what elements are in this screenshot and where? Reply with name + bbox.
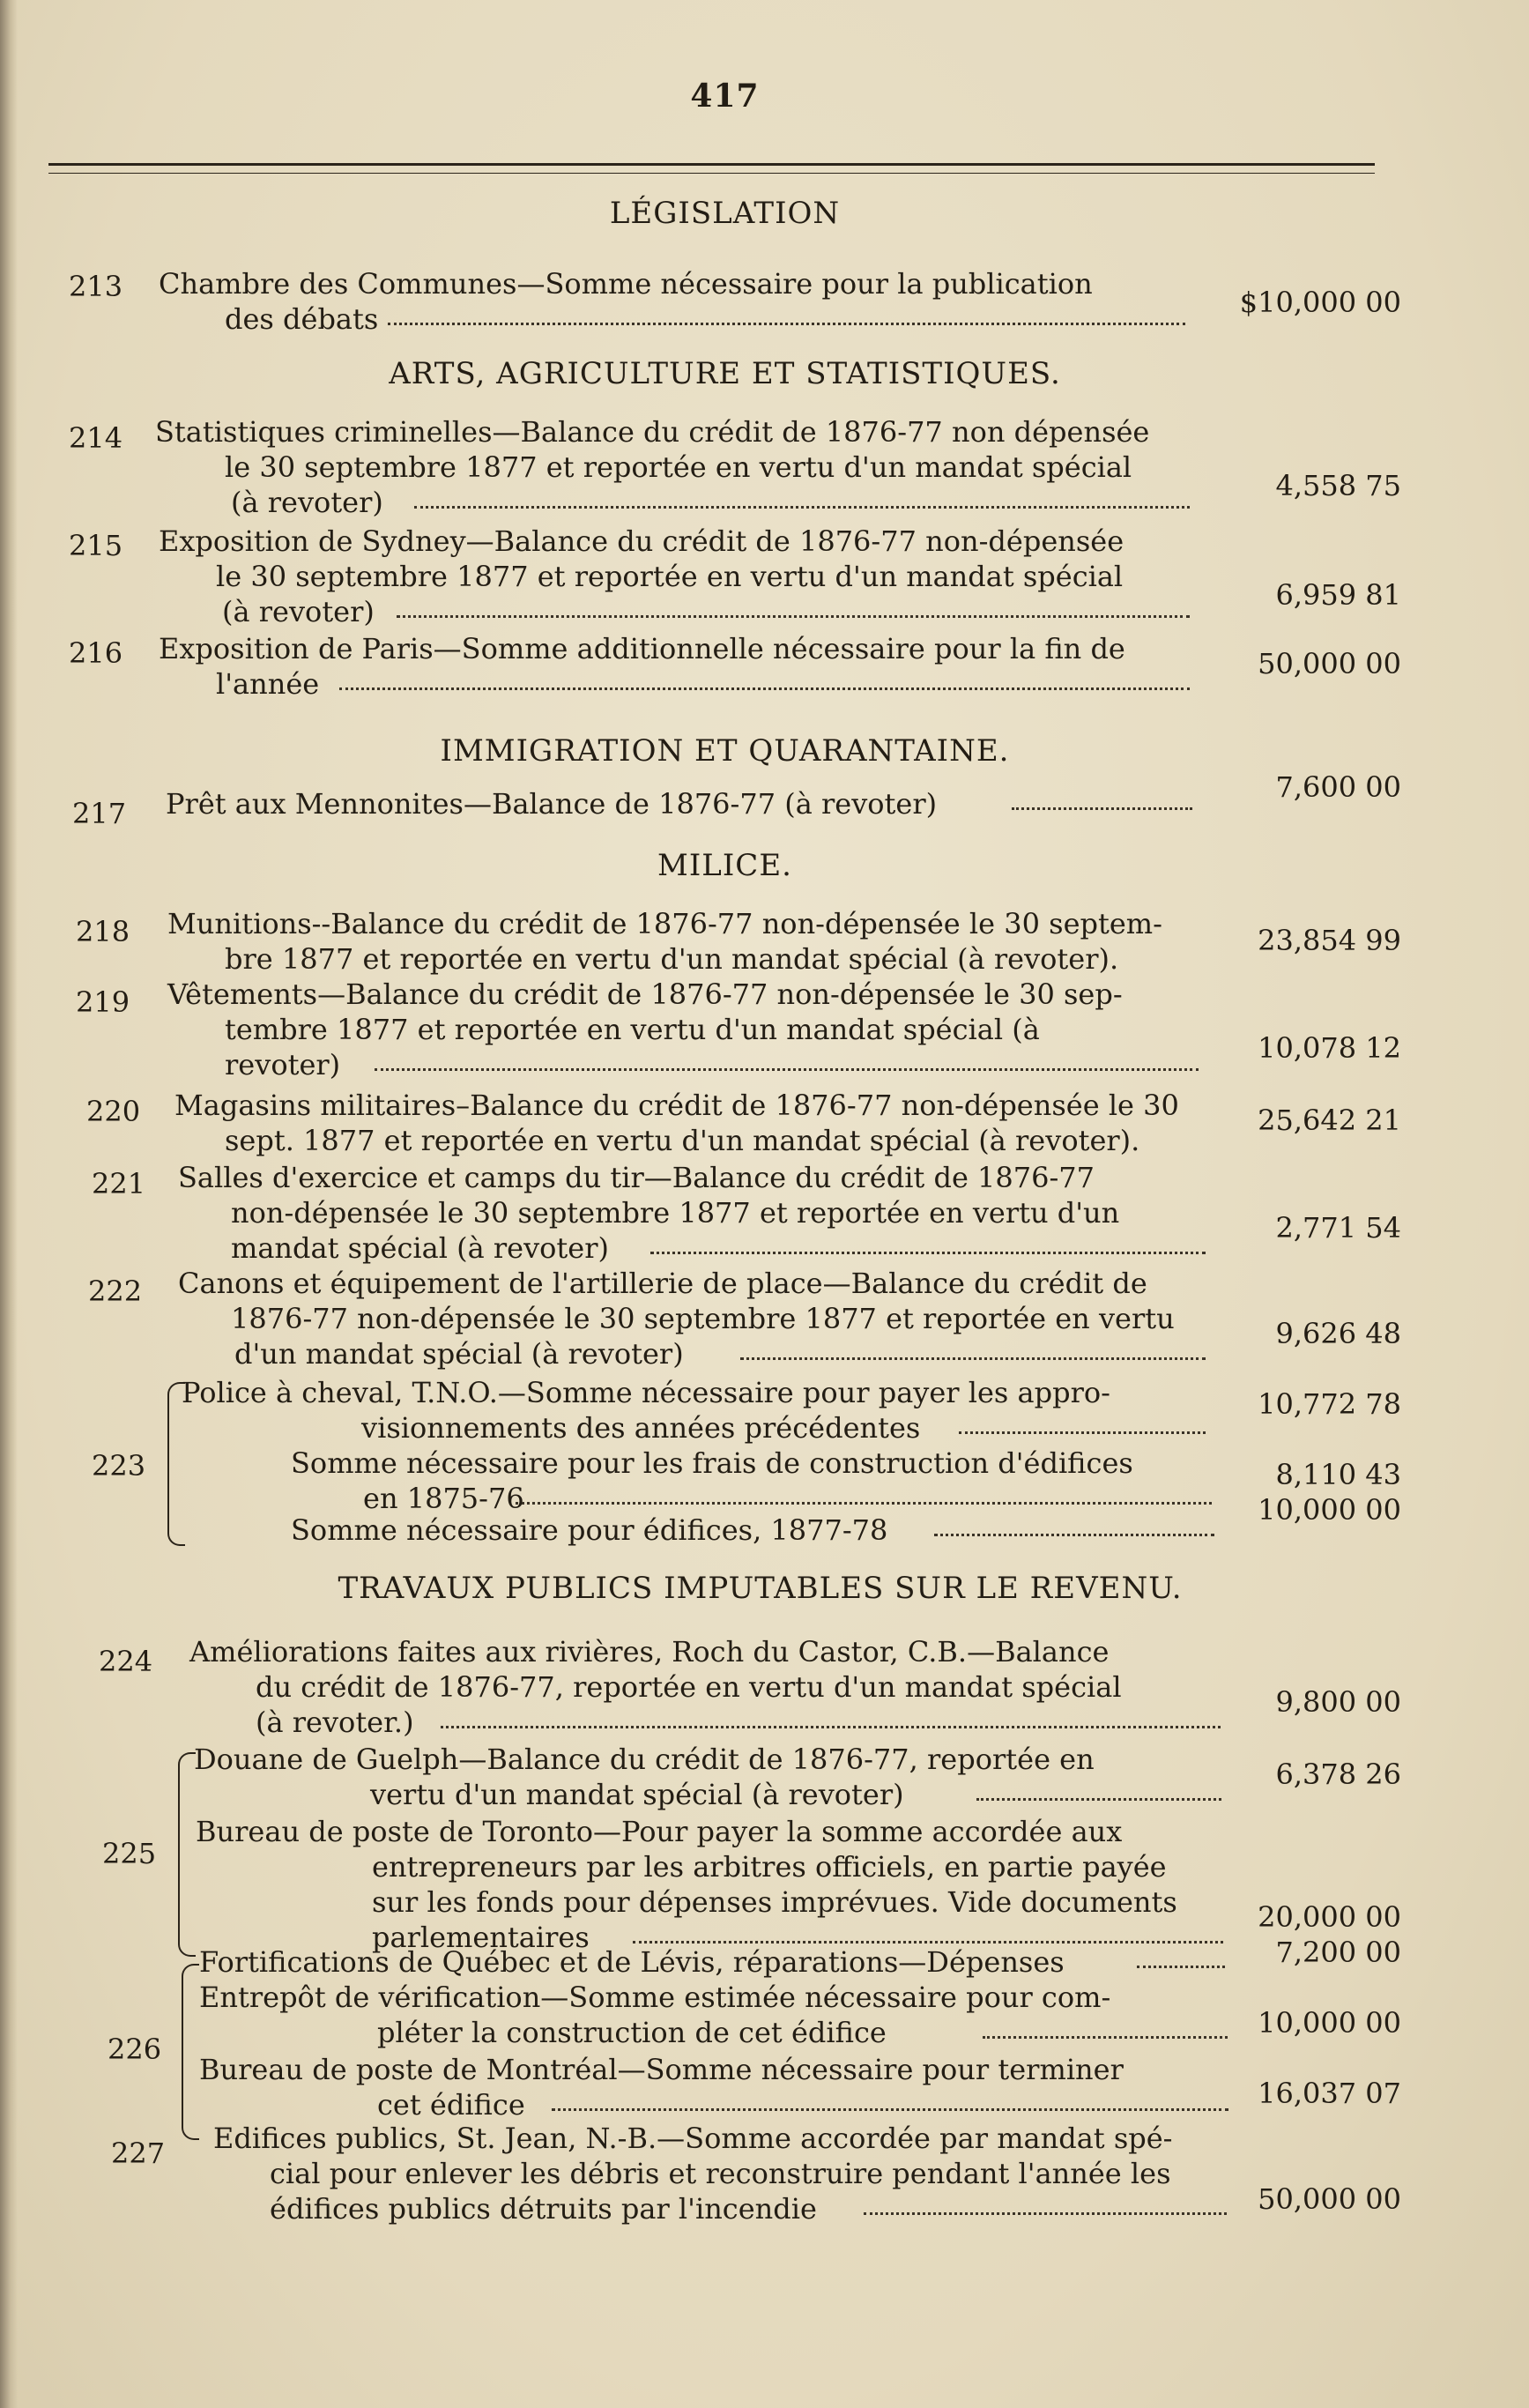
item-text-line: Edifices publics, St. Jean, N.-B.—Somme accordée par mandat spé- <box>213 2122 1173 2155</box>
item-text-line: Somme nécessaire pour les frais de construction d'édifices <box>291 1446 1133 1480</box>
section-heading-arts: ARTS, AGRICULTURE ET STATISTIQUES. <box>389 356 1061 391</box>
item-text-line: Magasins militaires–Balance du crédit de 1876-77 non-dépensée le 30 <box>174 1089 1179 1122</box>
leader-dots <box>375 1068 1199 1071</box>
item-amount: 7,200 00 <box>1275 1936 1401 1969</box>
item-amount: 16,037 07 <box>1258 2077 1401 2110</box>
item-text-line: Munitions--Balance du crédit de 1876-77 non-dépensée le 30 septem- <box>167 907 1162 940</box>
grouping-brace <box>178 1752 196 1957</box>
item-number: 216 <box>69 636 123 670</box>
item-text-line: visionnements des années précédentes <box>361 1411 921 1445</box>
page-number: 417 <box>690 78 760 115</box>
section-heading-immigration: IMMIGRATION ET QUARANTAINE. <box>440 733 1010 769</box>
item-text-line: des débats <box>225 302 379 336</box>
item-amount: 10,772 78 <box>1258 1387 1401 1421</box>
item-amount: 23,854 99 <box>1258 924 1401 957</box>
item-number: 222 <box>88 1275 143 1308</box>
item-number: 219 <box>76 985 130 1019</box>
item-text-line: revoter) <box>225 1048 341 1081</box>
section-heading-legislation: LÉGISLATION <box>609 196 841 231</box>
item-text-line: le 30 septembre 1877 et reportée en vertu d'un mandat spécial <box>225 450 1132 484</box>
item-number: 215 <box>69 529 123 562</box>
item-text-line: sur les fonds pour dépenses imprévues. Vide documents <box>372 1885 1177 1919</box>
leader-dots <box>740 1357 1206 1360</box>
item-amount: 8,110 43 <box>1275 1458 1401 1491</box>
item-text-line: pléter la construction de cet édifice <box>377 2016 887 2049</box>
item-text-line: bre 1877 et reportée en vertu d'un mandat spécial (à revoter). <box>225 942 1119 976</box>
item-amount: 10,000 00 <box>1258 1493 1401 1527</box>
leader-dots <box>397 615 1190 618</box>
section-heading-milice: MILICE. <box>657 848 792 883</box>
item-text-line: Améliorations faites aux rivières, Roch du Castor, C.B.—Balance <box>189 1635 1110 1669</box>
leader-dots <box>1137 1966 1225 1968</box>
item-amount: 6,378 26 <box>1275 1758 1401 1791</box>
item-text-line: Bureau de poste de Toronto—Pour payer la somme accordée aux <box>196 1815 1123 1848</box>
header-rule-thin <box>48 173 1375 174</box>
item-text-line: Exposition de Sydney—Balance du crédit de 1876-77 non-dépensée <box>159 524 1124 558</box>
item-text-line: parlementaires <box>372 1921 590 1954</box>
item-number: 218 <box>76 915 130 948</box>
item-text-line: (à revoter) <box>222 595 375 628</box>
item-text-line: vertu d'un mandat spécial (à revoter) <box>370 1778 904 1811</box>
item-amount: $10,000 00 <box>1239 286 1401 319</box>
leader-dots <box>552 2108 1228 2111</box>
item-amount: 2,771 54 <box>1275 1211 1401 1245</box>
item-text-line: Chambre des Communes—Somme nécessaire pour la publication <box>159 267 1093 301</box>
item-text-line: Canons et équipement de l'artillerie de place—Balance du crédit de <box>178 1267 1147 1300</box>
item-number: 223 <box>92 1449 146 1483</box>
item-amount: 10,000 00 <box>1258 2006 1401 2040</box>
item-text-line: le 30 septembre 1877 et reportée en vertu d'un mandat spécial <box>216 560 1124 593</box>
item-amount: 25,642 21 <box>1258 1104 1401 1137</box>
item-text-line: Douane de Guelph—Balance du crédit de 1876-77, reportée en <box>194 1743 1095 1776</box>
item-text-line: Fortifications de Québec et de Lévis, réparations—Dépenses <box>199 1945 1065 1979</box>
item-amount: 10,078 12 <box>1258 1031 1401 1065</box>
item-number: 224 <box>99 1645 153 1678</box>
item-text-line: Exposition de Paris—Somme additionnelle nécessaire pour la fin de <box>159 632 1125 665</box>
item-amount: 50,000 00 <box>1258 647 1401 680</box>
item-text-line: (à revoter.) <box>256 1706 414 1739</box>
leader-dots <box>864 2212 1227 2215</box>
item-text-line: édifices publics détruits par l'incendie <box>270 2192 817 2226</box>
item-text-line: (à revoter) <box>231 486 383 519</box>
item-text-line: cet édifice <box>377 2088 525 2122</box>
leader-dots <box>976 1798 1221 1801</box>
item-text-line: l'année <box>216 667 320 701</box>
item-amount: 6,959 81 <box>1275 578 1401 612</box>
item-amount: 4,558 75 <box>1275 469 1401 502</box>
header-rule <box>48 163 1375 166</box>
item-number: 221 <box>92 1167 146 1200</box>
leader-dots <box>414 506 1190 509</box>
item-text-line: Prêt aux Mennonites—Balance de 1876-77 (à revoter) <box>166 787 938 821</box>
leader-dots <box>934 1534 1214 1536</box>
item-number: 220 <box>86 1095 141 1128</box>
leader-dots <box>983 2036 1228 2039</box>
item-number: 225 <box>102 1837 157 1870</box>
leader-dots <box>441 1726 1221 1728</box>
leader-dots <box>1012 807 1192 810</box>
item-text-line: sept. 1877 et reportée en vertu d'un mandat spécial (à revoter). <box>225 1124 1140 1157</box>
leader-dots <box>516 1502 1212 1505</box>
item-number: 217 <box>72 797 127 830</box>
item-text-line: Statistiques criminelles—Balance du crédit de 1876-77 non dépensée <box>155 415 1150 449</box>
item-text-line: tembre 1877 et reportée en vertu d'un mandat spécial (à <box>225 1013 1040 1046</box>
item-text-line: 1876-77 non-dépensée le 30 septembre 1877 et reportée en vertu <box>231 1302 1175 1335</box>
item-text-line: Police à cheval, T.N.O.—Somme nécessaire pour payer les appro- <box>182 1376 1110 1409</box>
leader-dots <box>633 1941 1223 1943</box>
item-text-line: non-dépensée le 30 septembre 1877 et reportée en vertu d'un <box>231 1196 1120 1230</box>
section-heading-travaux: TRAVAUX PUBLICS IMPUTABLES SUR LE REVENU. <box>338 1571 1183 1606</box>
item-text-line: du crédit de 1876-77, reportée en vertu d'un mandat spécial <box>256 1670 1122 1704</box>
grouping-brace <box>182 1964 199 2140</box>
item-text-line: en 1875-76 <box>363 1482 524 1515</box>
item-text-line: Somme nécessaire pour édifices, 1877-78 <box>291 1513 888 1547</box>
leader-dots <box>388 323 1185 325</box>
item-text-line: Salles d'exercice et camps du tir—Balance du crédit de 1876-77 <box>178 1161 1095 1194</box>
item-number: 226 <box>108 2033 162 2066</box>
leader-dots <box>650 1252 1206 1254</box>
item-number: 214 <box>69 421 123 455</box>
item-text-line: entrepreneurs par les arbitres officiels, en partie payée <box>372 1850 1167 1884</box>
item-text-line: Bureau de poste de Montréal—Somme nécessaire pour terminer <box>199 2053 1124 2086</box>
item-number: 227 <box>111 2137 166 2170</box>
item-text-line: mandat spécial (à revoter) <box>231 1231 609 1265</box>
leader-dots <box>959 1431 1206 1434</box>
leader-dots <box>339 687 1190 690</box>
item-amount: 50,000 00 <box>1258 2182 1401 2216</box>
item-amount: 9,800 00 <box>1275 1685 1401 1719</box>
item-text-line: d'un mandat spécial (à revoter) <box>234 1337 684 1371</box>
item-text-line: cial pour enlever les débris et reconstruire pendant l'année les <box>270 2157 1171 2190</box>
item-amount: 9,626 48 <box>1275 1317 1401 1350</box>
item-number: 213 <box>69 270 123 303</box>
item-amount: 20,000 00 <box>1258 1900 1401 1934</box>
item-text-line: Entrepôt de vérification—Somme estimée nécessaire pour com- <box>199 1981 1111 2014</box>
item-text-line: Vêtements—Balance du crédit de 1876-77 non-dépensée le 30 sep- <box>167 977 1123 1011</box>
item-amount: 7,600 00 <box>1275 770 1401 804</box>
